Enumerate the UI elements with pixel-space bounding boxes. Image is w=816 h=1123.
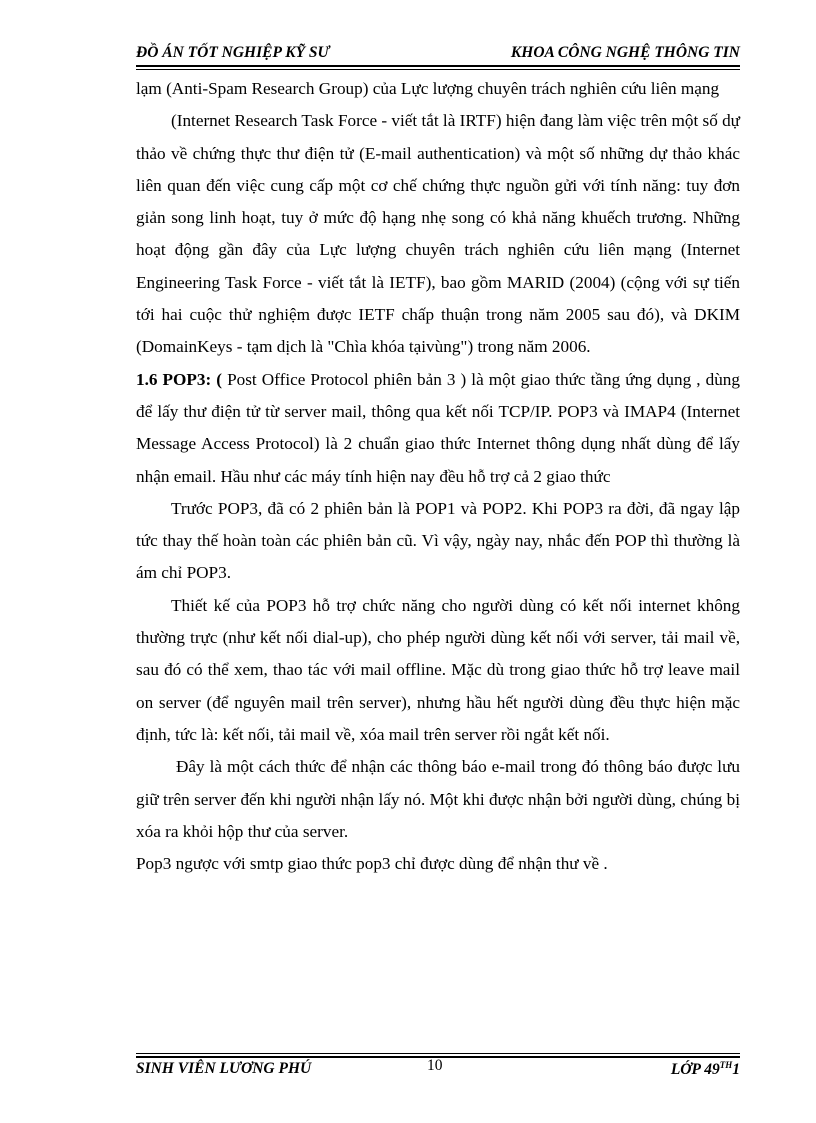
footer-class-main: LỚP 49 [670, 1061, 720, 1078]
paragraph-pop3 [136, 364, 740, 493]
page-number: 10 [427, 1057, 443, 1074]
footer-rule-thin [136, 1053, 740, 1054]
section-heading-pop3: 1.6 POP3: ( [136, 369, 223, 389]
paragraph-4: Trước POP3, đã có 2 phiên bản là POP1 và POP2. Khi POP3 ra đời, đã ngay lập tức thay thế hoàn toàn các phiên bản cũ. Vì vậy, ngày nay, nhắc đến POP thì thường là ám chỉ POP3. [136, 498, 740, 583]
footer-student-name: SINH VIÊN LƯƠNG PHÚ [136, 1060, 312, 1077]
paragraph-6: Đây là một cách thức để nhận các thông báo e-mail trong đó thông báo được lưu giữ trên server đến khi người nhận lấy nó. Một khi được nhận bởi người dùng, chúng bị xóa ra khỏi hộp thư của server. [136, 757, 740, 841]
footer-class-end: 1 [732, 1061, 740, 1078]
header-rule-thick [136, 65, 740, 67]
paragraph-7: Pop3 ngược với smtp giao thức pop3 chỉ được dùng để nhận thư về . [136, 854, 608, 874]
header-thesis-title: ĐỒ ÁN TỐT NGHIỆP KỸ SƯ [136, 44, 330, 61]
paragraph-1: lạm (Anti-Spam Research Group) của Lực lượng chuyên trách nghiên cứu liên mạng [136, 79, 720, 98]
footer-class [671, 1060, 740, 1079]
header-rule-thin [136, 69, 740, 70]
pop3-definition: Post Office Protocol phiên bản 3 ) là một giao thức tầng ứng dụng , dùng để lấy thư điện tử từ server mail, thông qua kết nối TCP/IP. POP3 và IMAP4 (Internet Message Access Protocol) là 2 chuẩn giao thức Internet thông dụng nhất dùng để lấy nhận email. Hầu như các máy tính hiện nay đều hỗ trợ cả 2 giao thức [136, 369, 740, 486]
header-faculty: KHOA CÔNG NGHỆ THÔNG TIN [510, 44, 740, 61]
paragraph-5: Thiết kế của POP3 hỗ trợ chức năng cho người dùng có kết nối internet không thường trực (như kết nối dial-up), cho phép người dùng kết nối với server, tải mail về, sau đó có thể xem, thao tác với mail offline. Mặc dù trong giao thức hỗ trợ leave mail on server (để nguyên mail trên server), nhưng hầu hết người dùng đều thực hiện mặc định, tức là: kết nối, tải mail về, xóa mail trên server rồi ngắt kết nối. [136, 595, 740, 744]
paragraph-2: (Internet Research Task Force - viết tắt là IRTF) hiện đang làm việc trên một số dự thảo về chứng thực thư điện tử (E-mail authentication) và một số những dự thảo khác liên quan đến việc cung cấp một cơ chế chứng thực nguồn gửi với tính năng: tuy đơn giản song linh hoạt, tuy ở mức độ hạng nhẹ song có khả năng khuếch trương. Những hoạt động gần đây của Lực lượng chuyên trách nghiên cứu liên mạng (Internet Engineering Task Force - viết tắt là IETF), bao gồm MARID (2004) (cộng với sự tiến tới hai cuộc thử nghiệm được IETF chấp thuận trong năm 2005 sau đó), và DKIM (DomainKeys - tạm dịch là "Chìa khóa tạivùng") trong năm 2006. [136, 111, 740, 357]
footer-class-sup: TH [719, 1060, 733, 1070]
page-body [136, 73, 740, 880]
